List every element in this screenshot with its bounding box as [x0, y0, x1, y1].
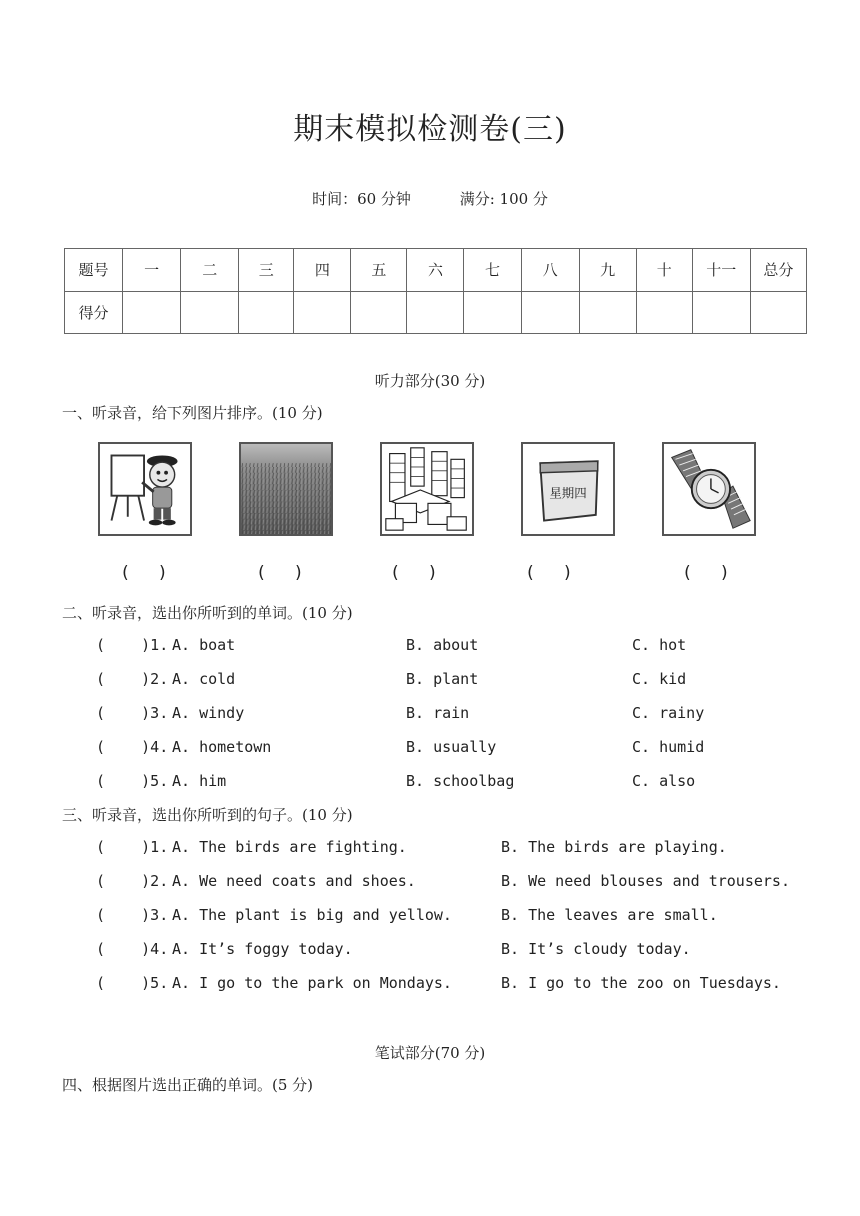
option-a[interactable]: A. The birds are fighting.	[172, 838, 407, 856]
option-b[interactable]: B. It’s cloudy today.	[501, 940, 691, 958]
exam-time: 时间：60 分钟	[312, 190, 411, 208]
option-b[interactable]: B. usually	[406, 738, 497, 756]
header-cell: 九	[579, 249, 636, 292]
option-a[interactable]: A. windy	[172, 704, 245, 722]
header-cell: 一	[123, 249, 181, 292]
answer-blank[interactable]: ( )	[525, 563, 573, 583]
score-cell[interactable]	[239, 291, 294, 334]
page-title: 期末模拟检测卷(三)	[293, 112, 567, 147]
score-cell[interactable]	[521, 291, 579, 334]
header-cell: 六	[407, 249, 464, 292]
option-c[interactable]: C. hot	[632, 636, 687, 654]
painter-icon	[98, 442, 192, 536]
header-cell: 七	[464, 249, 521, 292]
item-number: )3.	[141, 906, 169, 924]
option-a[interactable]: A. boat	[172, 636, 236, 654]
answer-paren[interactable]: (	[96, 838, 142, 856]
score-table-header	[65, 249, 807, 292]
q4-title: 四、根据图片选出正确的单词。(5 分)	[62, 1076, 314, 1094]
header-cell: 二	[181, 249, 239, 292]
calendar-icon	[521, 442, 615, 536]
score-cell[interactable]	[181, 291, 239, 334]
answer-paren[interactable]: (	[96, 772, 142, 790]
score-table-row	[65, 291, 807, 334]
answer-paren[interactable]: (	[96, 940, 142, 958]
option-a[interactable]: A. It’s foggy today.	[172, 940, 353, 958]
option-c[interactable]: C. humid	[632, 738, 705, 756]
score-table	[64, 248, 807, 334]
header-cell: 三	[239, 249, 294, 292]
option-a[interactable]: A. cold	[172, 670, 236, 688]
answer-blank[interactable]: ( )	[682, 563, 730, 583]
answer-blank[interactable]: ( )	[256, 563, 304, 583]
item-number: )1.	[141, 636, 169, 654]
city-icon	[380, 442, 474, 536]
item-number: )5.	[141, 772, 169, 790]
item-number: )4.	[141, 940, 169, 958]
header-cell: 总分	[750, 249, 806, 292]
field-icon	[239, 442, 333, 536]
q2-item	[96, 636, 168, 654]
q3-title: 三、听录音，选出你所听到的句子。(10 分)	[62, 806, 353, 824]
q2-item	[96, 670, 168, 688]
item-number: )2.	[141, 872, 169, 890]
header-cell: 题号	[65, 249, 123, 292]
q2-item	[96, 704, 168, 722]
exam-meta	[0, 188, 860, 209]
option-b[interactable]: B. plant	[406, 670, 479, 688]
answer-paren[interactable]: (	[96, 738, 142, 756]
option-a[interactable]: A. The plant is big and yellow.	[172, 906, 452, 924]
q3-item	[96, 940, 168, 958]
score-cell[interactable]	[294, 291, 351, 334]
option-c[interactable]: C. kid	[632, 670, 687, 688]
q3-item	[96, 838, 168, 856]
option-b[interactable]: B. rain	[406, 704, 470, 722]
header-cell: 十	[636, 249, 692, 292]
calendar-text: 星期四	[549, 485, 587, 501]
option-a[interactable]: A. We need coats and shoes.	[172, 872, 416, 890]
q3-item	[96, 906, 168, 924]
option-b[interactable]: B. schoolbag	[406, 772, 515, 790]
score-cell[interactable]	[579, 291, 636, 334]
header-cell: 八	[521, 249, 579, 292]
score-cell[interactable]	[123, 291, 181, 334]
option-b[interactable]: B. I go to the zoo on Tuesdays.	[501, 974, 781, 992]
item-number: )2.	[141, 670, 169, 688]
option-c[interactable]: C. rainy	[632, 704, 705, 722]
score-cell[interactable]	[351, 291, 407, 334]
score-cell[interactable]	[464, 291, 521, 334]
q2-item	[96, 772, 168, 790]
option-a[interactable]: A. I go to the park on Mondays.	[172, 974, 452, 992]
option-a[interactable]: A. him	[172, 772, 227, 790]
option-b[interactable]: B. about	[406, 636, 479, 654]
row-label: 得分	[65, 291, 123, 334]
option-c[interactable]: C. also	[632, 772, 696, 790]
score-cell[interactable]	[636, 291, 692, 334]
item-number: )5.	[141, 974, 169, 992]
answer-paren[interactable]: (	[96, 704, 142, 722]
watch-icon	[662, 442, 756, 536]
item-number: )3.	[141, 704, 169, 722]
option-a[interactable]: A. hometown	[172, 738, 272, 756]
answer-paren[interactable]: (	[96, 906, 142, 924]
header-cell: 五	[351, 249, 407, 292]
option-b[interactable]: B. We need blouses and trousers.	[501, 872, 790, 890]
answer-paren[interactable]: (	[96, 636, 142, 654]
written-section-title: 笔试部分(70 分)	[374, 1044, 486, 1062]
header-cell: 四	[294, 249, 351, 292]
q3-item	[96, 872, 168, 890]
answer-paren[interactable]: (	[96, 670, 142, 688]
header-cell: 十一	[692, 249, 750, 292]
item-number: )1.	[141, 838, 169, 856]
q2-title: 二、听录音，选出你所听到的单词。(10 分)	[62, 604, 353, 622]
exam-full-score: 满分: 100 分	[459, 190, 548, 208]
score-cell[interactable]	[692, 291, 750, 334]
q1-title: 一、听录音，给下列图片排序。(10 分)	[62, 404, 323, 422]
q3-item	[96, 974, 168, 992]
listening-section-title: 听力部分(30 分)	[374, 372, 486, 390]
score-cell[interactable]	[750, 291, 806, 334]
q2-item	[96, 738, 168, 756]
answer-paren[interactable]: (	[96, 872, 142, 890]
answer-paren[interactable]: (	[96, 974, 142, 992]
answer-blank[interactable]: ( )	[120, 563, 168, 583]
item-number: )4.	[141, 738, 169, 756]
answer-blank[interactable]: ( )	[390, 563, 438, 583]
option-b[interactable]: B. The leaves are small.	[501, 906, 718, 924]
score-cell[interactable]	[407, 291, 464, 334]
option-b[interactable]: B. The birds are playing.	[501, 838, 727, 856]
